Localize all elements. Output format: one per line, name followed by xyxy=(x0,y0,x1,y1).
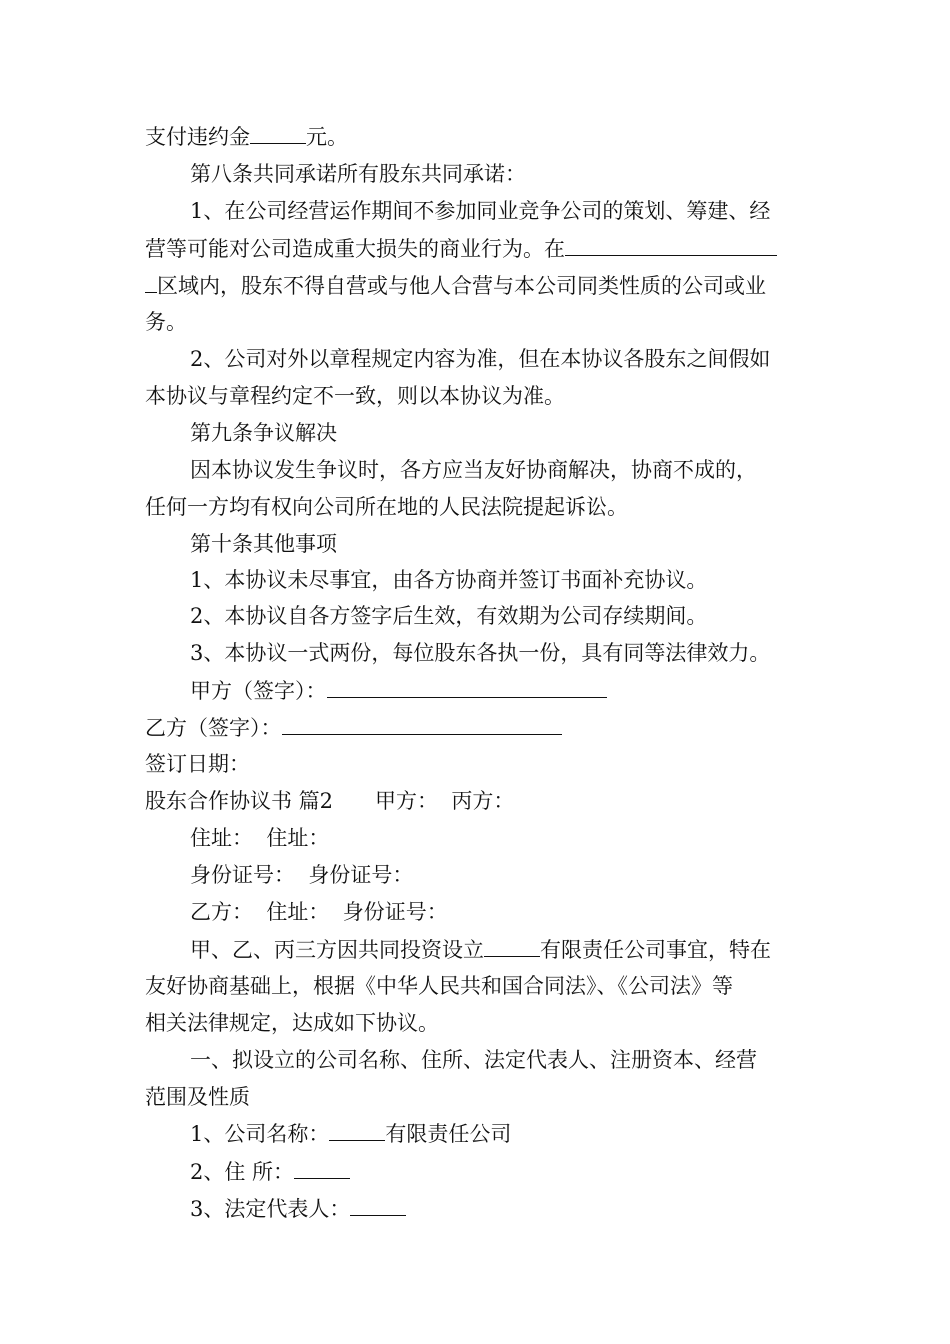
text-line: 住址： 住址： xyxy=(190,826,330,850)
text-line: 乙方： 住址： 身份证号： xyxy=(190,900,448,924)
text-line: 任何一方均有权向公司所在地的人民法院提起诉讼。 xyxy=(145,495,628,519)
fill-blank xyxy=(484,934,540,957)
text-segment: 元。 xyxy=(306,125,348,149)
text-line: 1、在公司经营运作期间不参加同业竞争公司的策划、筹建、经 xyxy=(190,199,771,223)
fill-blank xyxy=(329,1118,385,1141)
text-segment: 甲、乙、丙三方因共同投资设立 xyxy=(190,938,484,962)
article-heading: 第八条共同承诺所有股东共同承诺： xyxy=(190,162,526,186)
section-title: 股东合作协议书 篇2 甲方： 丙方： xyxy=(145,789,515,813)
signature-blank xyxy=(282,712,562,735)
fill-blank xyxy=(350,1193,406,1216)
text-line: 友好协商基础上，根据《中华人民共和国合同法》、《公司法》等 xyxy=(145,974,733,998)
text-segment: 区域内，股东不得自营或与他人合营与本公司同类性质的公司或业 xyxy=(157,274,766,298)
text-line xyxy=(190,934,810,965)
text-line: 2、公司对外以章程规定内容为准，但在本协议各股东之间假如 xyxy=(190,347,771,371)
text-line: 2、本协议自各方签字后生效，有效期为公司存续期间。 xyxy=(190,604,708,628)
fill-blank xyxy=(145,270,157,293)
signature-blank xyxy=(327,675,607,698)
text-line xyxy=(145,121,810,152)
text-line: 身份证号： 身份证号： xyxy=(190,863,414,887)
fill-blank xyxy=(250,121,306,144)
text-segment: 支付违约金 xyxy=(145,125,250,149)
text-line: 本协议与章程约定不一致，则以本协议为准。 xyxy=(145,384,565,408)
text-segment: 1、公司名称： xyxy=(190,1122,330,1146)
signature-line-party-a xyxy=(190,675,810,706)
text-line xyxy=(190,1193,810,1224)
text-segment: 营等可能对公司造成重大损失的商业行为。在 xyxy=(145,237,565,261)
text-line xyxy=(190,1118,810,1149)
text-line: 范围及性质 xyxy=(145,1085,250,1109)
sign-date-line: 签订日期： xyxy=(145,752,250,776)
text-segment: 2、住 所： xyxy=(190,1160,295,1184)
text-segment: 甲方（签字）： xyxy=(190,679,327,703)
fill-blank xyxy=(565,233,777,256)
text-line: 因本协议发生争议时，各方应当友好协商解决，协商不成的， xyxy=(190,458,757,482)
text-line: 3、本协议一式两份，每位股东各执一份，具有同等法律效力。 xyxy=(190,641,771,665)
text-segment: 乙方（签字）： xyxy=(145,716,282,740)
article-heading: 第九条争议解决 xyxy=(190,421,337,445)
text-segment: 有限责任公司事宜，特在 xyxy=(540,938,771,962)
text-line xyxy=(145,270,810,301)
text-line: 一、拟设立的公司名称、住所、法定代表人、注册资本、经营 xyxy=(190,1048,757,1072)
text-line: 1、本协议未尽事宜，由各方协商并签订书面补充协议。 xyxy=(190,568,708,592)
text-line xyxy=(145,233,810,264)
fill-blank xyxy=(294,1156,350,1179)
text-line: 务。 xyxy=(145,310,187,334)
text-segment: 有限责任公司 xyxy=(385,1122,512,1146)
text-line xyxy=(190,1156,810,1187)
article-heading: 第十条其他事项 xyxy=(190,532,337,556)
text-segment: 3、法定代表人： xyxy=(190,1197,351,1221)
signature-line-party-b xyxy=(145,712,810,743)
text-line: 相关法律规定，达成如下协议。 xyxy=(145,1011,439,1035)
